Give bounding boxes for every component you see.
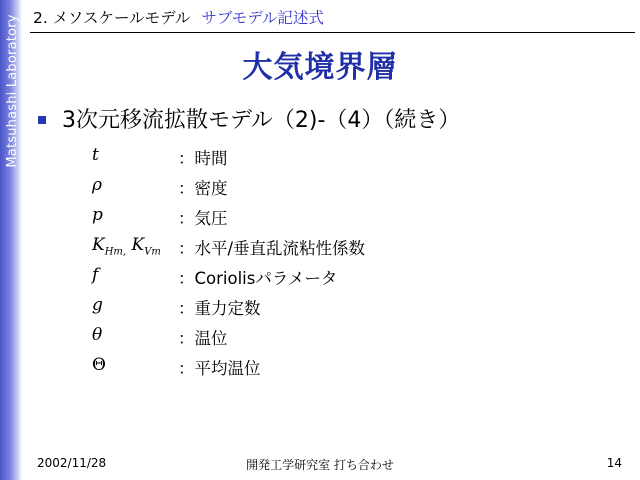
header-divider xyxy=(30,32,635,33)
symbol-subscript-vm: Vm xyxy=(144,246,161,258)
definition-description: ：重力定数 xyxy=(178,299,261,318)
section-subtitle: サブモデル記述式 xyxy=(201,9,324,27)
definition-symbol xyxy=(92,235,161,257)
section-number: 2. xyxy=(33,9,48,27)
symbol-k-hm: K xyxy=(92,235,105,255)
definition-symbol: p xyxy=(92,205,103,225)
definition-description: ：Coriolisパラメータ xyxy=(178,269,338,288)
section-title: メソスケールモデル xyxy=(52,9,191,27)
symbol-k-vm: K xyxy=(126,235,145,255)
footer-meeting-title: 開発工学研究室 打ち合わせ xyxy=(246,458,394,472)
bullet-text: 3次元移流拡散モデル（2)-（4）（続き） xyxy=(62,108,461,133)
section-header xyxy=(33,6,633,28)
definition-symbol: t xyxy=(92,145,99,165)
definition-symbol: ρ xyxy=(92,175,102,195)
definition-description: ：時間 xyxy=(178,149,228,168)
definition-description: ：温位 xyxy=(178,329,228,348)
page-number: 14 xyxy=(606,456,622,470)
definition-symbol: g xyxy=(92,295,103,315)
definition-symbol: Θ xyxy=(92,355,106,375)
slide-title: 大気境界層 xyxy=(242,50,398,85)
definition-description: ：気圧 xyxy=(178,209,228,228)
definition-symbol: θ xyxy=(92,325,103,345)
definition-symbol: f xyxy=(92,265,99,285)
footer-date: 2002/11/28 xyxy=(37,456,107,470)
sidebar-lab-name: Matsuhashi Laboratory xyxy=(5,14,20,168)
symbol-subscript-hm: Hm, xyxy=(104,246,127,258)
definition-description: ：水平/垂直乱流粘性係数 xyxy=(178,239,366,258)
bullet-square-icon xyxy=(38,116,46,124)
definition-description: ：密度 xyxy=(178,179,228,198)
definition-description: ：平均温位 xyxy=(178,359,261,378)
